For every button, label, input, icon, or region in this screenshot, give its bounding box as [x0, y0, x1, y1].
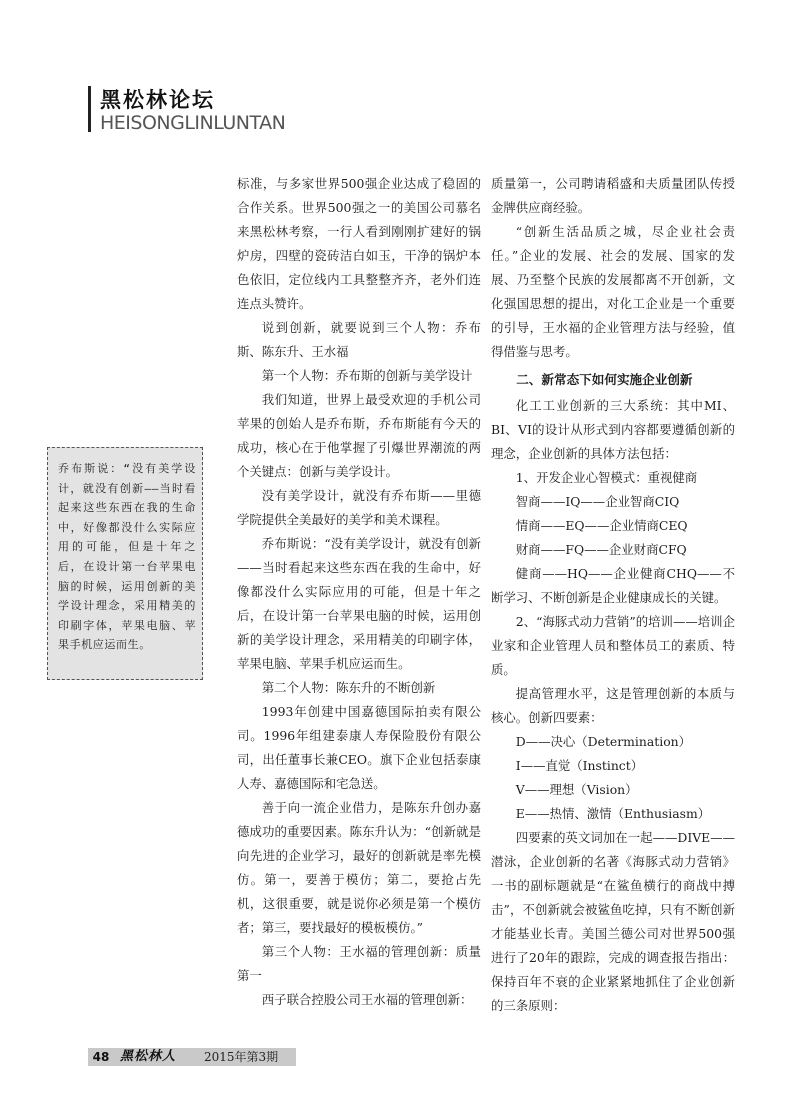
- paragraph: “创新生活品质之城，尽企业社会责任。”企业的发展、社会的发展、国家的发展、乃至整个民族的发展都离不开创新，文化强国思想的提出，对化工企业是一个重要的引导，王水福的企业管理方法与经验，值得借鉴与思考。: [491, 224, 735, 359]
- paragraph: 提高管理水平，这是管理创新的本质与核心。创新四要素：: [491, 686, 735, 725]
- subheading: 第二个人物：陈东升的不断创新: [261, 680, 436, 695]
- paragraph: 我们知道，世界上最受欢迎的手机公司苹果的创始人是乔布斯，乔布斯能有今天的成功，核心在于他掌握了引爆世界潮流的两个关键点：创新与美学设计。: [237, 392, 481, 479]
- list-item: 健商——HQ——企业健商CHQ——不断学习、不断创新是企业健康成长的关键。: [491, 566, 735, 605]
- section-heading: 二、新常态下如何实施企业创新: [516, 372, 693, 387]
- list-item: D——决心（Determination）: [515, 734, 692, 749]
- header-bar: [88, 86, 91, 132]
- article-column-1: [237, 172, 481, 1012]
- section-pinyin: HEISONGLINLUNTAN: [100, 112, 286, 134]
- subheading: 第一个人物：乔布斯的创新与美学设计: [261, 368, 473, 383]
- paragraph: 说到创新，就要说到三个人物：乔布斯、陈东升、王水福: [237, 320, 481, 359]
- paragraph: 质量第一，公司聘请稻盛和夫质量团队传授金牌供应商经验。: [491, 176, 735, 215]
- list-item: 财商——FQ——企业财商CFQ: [515, 542, 687, 557]
- paragraph: 没有美学设计，就没有乔布斯——里德学院提供全美最好的美学和美术课程。: [237, 488, 481, 527]
- subheading: 第三个人物：王水福的管理创新：质量第一: [237, 944, 481, 983]
- paragraph: 乔布斯说：“没有美学设计，就没有创新——当时看起来这些东西在我的生命中，好像都没什么实际应用的可能，但是十年之后，在设计第一台苹果电脑的时候，运用创新的美学设计理念，采用精美的印刷字体，苹果电脑、苹果手机应运而生。: [237, 536, 481, 671]
- section-title: 黑松林论坛: [100, 88, 215, 112]
- paragraph: 化工工业创新的三大系统：其中MI、BI、VI的设计从形式到内容都要遵循创新的理念，企业创新的具体方法包括：: [491, 398, 735, 461]
- paragraph: 善于向一流企业借力，是陈东升创办嘉德成功的重要因素。陈东升认为：“创新就是向先进的企业学习，最好的创新就是率先模仿。第一，要善于模仿；第二，要抢占先机，这很重要，就是说你必须是第一个模仿者；第三，要找最好的模板模仿。”: [237, 800, 481, 935]
- pull-quote: [47, 447, 203, 680]
- list-item: 情商——EQ——企业情商CEQ: [515, 518, 688, 533]
- list-item: E——热情、激情（Enthusiasm）: [515, 806, 711, 821]
- paragraph: 四要素的英文词加在一起——DIVE——潜泳，企业创新的名著《海豚式动力营销》一书的副标题就是“在鲨鱼横行的商战中搏击”，不创新就会被鲨鱼吃掉，只有不断创新才能基业长青。美国兰德公司对世界500强进行了20年的跟踪，完成的调查报告指出：保持百年不衰的企业紧紧地抓住了企业创新的三条原则：: [491, 830, 735, 1013]
- issue-label: 2015年第3期: [204, 1050, 279, 1064]
- paragraph: 1993年创建中国嘉德国际拍卖有限公司。1996年组建泰康人寿保险股份有限公司，出任董事长兼CEO。旗下企业包括泰康人寿、嘉德国际和宅急送。: [237, 704, 481, 791]
- list-item: V——理想（Vision）: [515, 782, 638, 797]
- list-item: 2、“海豚式动力营销”的培训——培训企业家和企业管理人员和整体员工的素质、特质。: [491, 614, 735, 677]
- page-number: 48: [92, 1050, 110, 1064]
- list-item: 1、开发企业心智模式：重视健商: [515, 470, 698, 485]
- magazine-logo: 黑松林人: [120, 1049, 177, 1064]
- paragraph: 西子联合控股公司王水福的管理创新：: [261, 992, 473, 1007]
- article-column-2: [491, 172, 735, 1018]
- pull-quote-text: 乔布斯说：“没有美学设计，就没有创新——当时看起来这些东西在我的生命中，好像都没什么实际应用的可能，但是十年之后，在设计第一台苹果电脑的时候，运用创新的美学设计理念，采用精美的印刷字体，苹果电脑、苹果手机应运而生。: [58, 462, 196, 652]
- page-footer: [88, 1048, 296, 1066]
- paragraph: 标准，与多家世界500强企业达成了稳固的合作关系。世界500强之一的美国公司慕名来黑松林考察，一行人看到刚刚扩建好的锅炉房，四壁的瓷砖洁白如玉，干净的锅炉本色依旧，定位线内工具整整齐齐，老外们连连点头赞许。: [237, 176, 481, 311]
- list-item: I——直觉（Instinct）: [515, 758, 644, 773]
- list-item: 智商——IQ——企业智商CIQ: [515, 494, 680, 509]
